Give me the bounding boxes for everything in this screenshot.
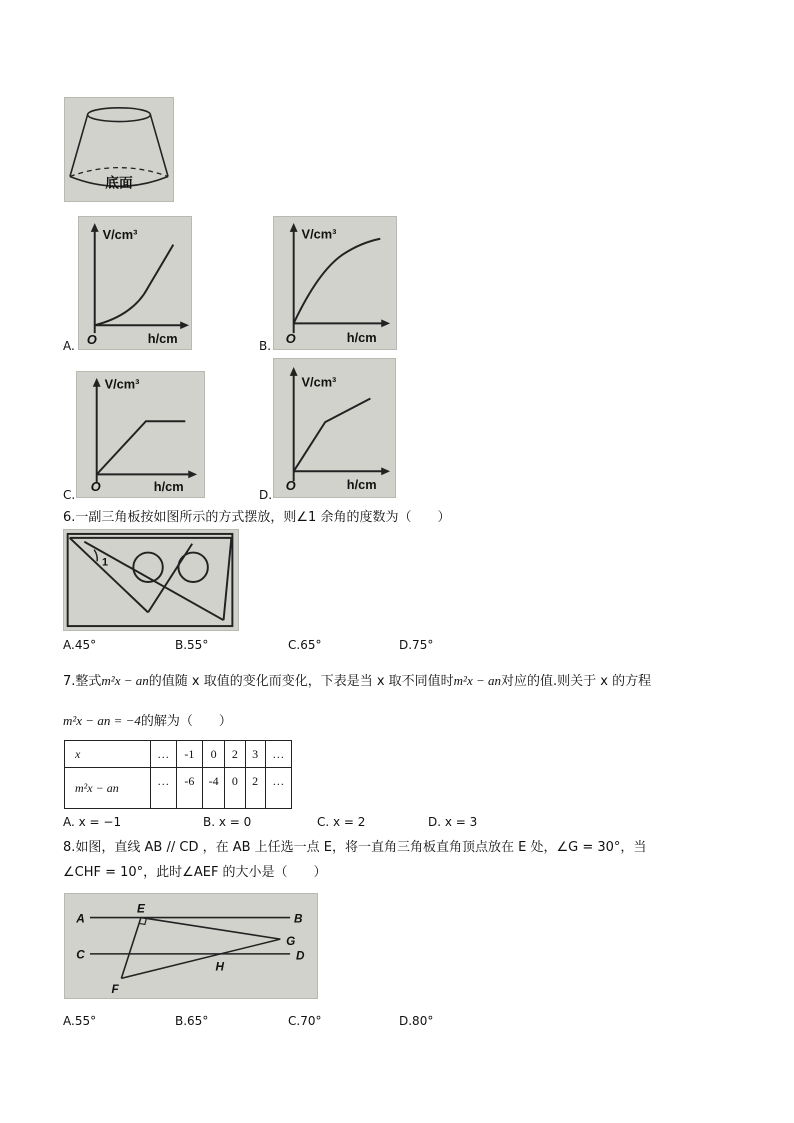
parallel-lines-figure	[64, 893, 318, 999]
option-b-letter[interactable]: B.	[259, 339, 272, 353]
table-cell: -1	[176, 741, 202, 768]
point-c-label: C	[76, 948, 85, 962]
option-a[interactable]: A.45°	[63, 638, 97, 652]
table-cell: 2	[245, 768, 265, 809]
point-b-label: B	[294, 912, 303, 926]
option-d[interactable]: D. x = 3	[428, 815, 478, 829]
option-a[interactable]: A. x = −1	[63, 815, 122, 829]
option-d[interactable]: D.80°	[399, 1014, 434, 1028]
point-g-label: G	[286, 935, 296, 949]
table-row	[65, 768, 292, 809]
option-b[interactable]: B.55°	[175, 638, 209, 652]
table-cell: 0	[225, 768, 245, 809]
table-cell: x	[65, 741, 151, 768]
expression: m²x − an	[101, 673, 149, 688]
option-d-letter[interactable]: D.	[259, 488, 273, 502]
point-a-label: A	[76, 912, 85, 926]
point-d-label: D	[295, 949, 305, 963]
axis-v-label: V/cm³	[301, 226, 337, 242]
table-cell: 0	[202, 741, 224, 768]
option-c[interactable]: C. x = 2	[317, 815, 366, 829]
table-cell: …	[150, 768, 176, 809]
stem-prefix: 7.整式	[63, 674, 102, 689]
point-e-label: E	[137, 902, 145, 916]
option-a-letter[interactable]: A.	[63, 339, 75, 353]
graph-c[interactable]	[76, 371, 205, 498]
origin-label: O	[90, 479, 101, 495]
axis-h-label: h/cm	[153, 479, 184, 495]
table-cell: -6	[176, 768, 202, 809]
table-cell: -4	[202, 768, 224, 809]
option-b[interactable]: B.65°	[175, 1014, 209, 1028]
table-cell: …	[265, 768, 291, 809]
table-cell: 2	[225, 741, 245, 768]
equation: m²x − an = −4	[63, 713, 141, 728]
option-c[interactable]: C.65°	[288, 638, 322, 652]
question-8-stem-cont: ∠CHF = 10°，此时∠AEF 的大小是（ ）	[63, 865, 327, 880]
graph-b[interactable]	[273, 216, 397, 350]
table-cell: …	[150, 741, 176, 768]
axis-v-label: V/cm³	[102, 226, 138, 242]
origin-label: O	[285, 331, 296, 347]
origin-label: O	[285, 477, 296, 493]
option-d[interactable]: D.75°	[399, 638, 434, 652]
graph-d[interactable]	[273, 358, 396, 498]
option-c-letter[interactable]: C.	[63, 488, 76, 502]
table-cell: 3	[245, 741, 265, 768]
option-c[interactable]: C.70°	[288, 1014, 322, 1028]
axis-v-label: V/cm³	[301, 374, 337, 390]
frustum-figure	[64, 97, 174, 202]
table-row	[65, 741, 292, 768]
question-7-stem-cont	[63, 712, 232, 730]
point-h-label: H	[215, 960, 225, 974]
expression: m²x − an	[453, 673, 501, 688]
base-label: 底面	[105, 175, 133, 191]
question-6-stem: 6.一副三角板按如图所示的方式摆放，则∠1 余角的度数为（ ）	[63, 510, 451, 525]
option-b[interactable]: B. x = 0	[203, 815, 252, 829]
axis-h-label: h/cm	[346, 330, 377, 346]
table-cell: m²x − an	[65, 768, 151, 809]
stem-tail: 的解为（ ）	[140, 714, 232, 729]
table-cell: …	[265, 741, 291, 768]
axis-h-label: h/cm	[147, 330, 178, 346]
option-a[interactable]: A.55°	[63, 1014, 97, 1028]
set-squares-figure	[63, 529, 239, 631]
stem-mid: 的值随 x 取值的变化而变化，下表是当 x 取不同值时	[148, 674, 454, 689]
graph-a[interactable]	[78, 216, 192, 350]
angle-1-label: 1	[101, 556, 108, 569]
stem-end: 对应的值.则关于 x 的方程	[500, 674, 652, 689]
origin-label: O	[86, 331, 97, 347]
axis-v-label: V/cm³	[104, 376, 140, 392]
point-f-label: F	[111, 983, 119, 997]
question-7-stem	[63, 672, 651, 690]
question-8-stem: 8.如图，直线 AB // CD ，在 AB 上任选一点 E，将一直角三角板直角顶点放在 E 处，∠G = 30°，当	[63, 840, 647, 855]
value-table	[64, 740, 292, 809]
axis-h-label: h/cm	[346, 476, 377, 492]
